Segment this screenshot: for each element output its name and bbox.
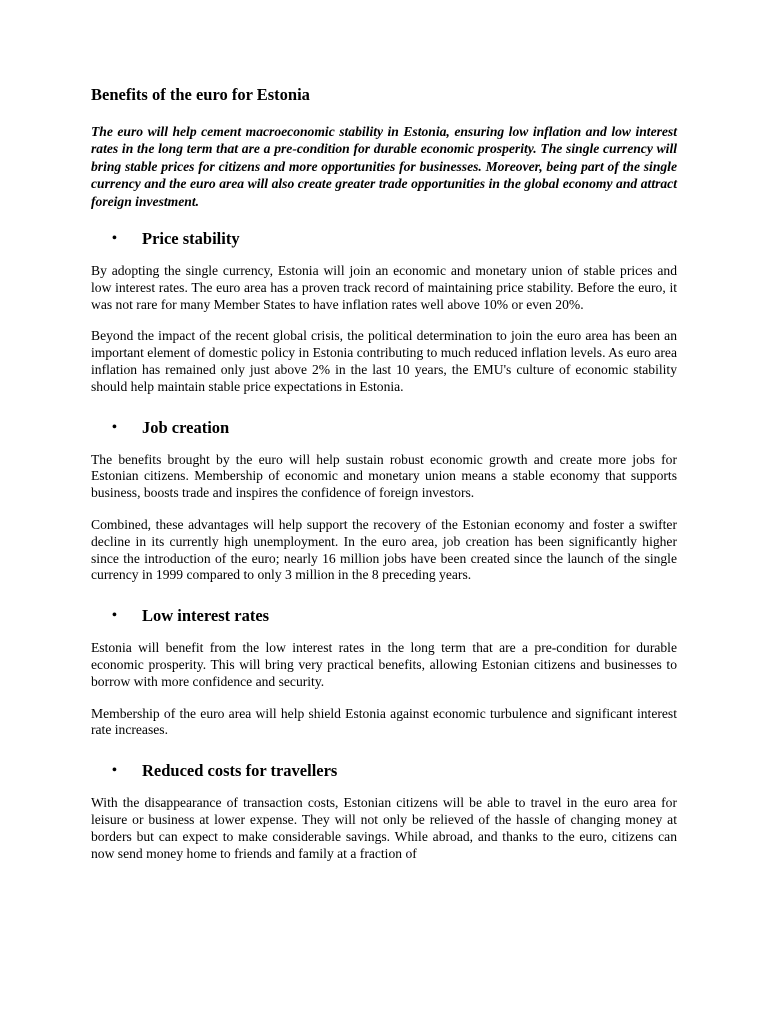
- body-paragraph: Beyond the impact of the recent global crisis, the political determination to join the euro area has been an important element of domestic policy in Estonia contributing to much reduced inflation levels. As euro area inflation has remained only just above 2% in the last 10 years, the EMU's culture of economic stability should help maintain stable price expectations in Estonia.: [91, 328, 677, 394]
- document-title: Benefits of the euro for Estonia: [91, 85, 310, 104]
- section-heading-text: Reduced costs for travellers: [142, 761, 338, 781]
- body-paragraph: With the disappearance of transaction costs, Estonian citizens will be able to travel in the euro area for leisure or business at lower expense. They will not only be relieved of the hassle of changing money at borders but can expect to make considerable savings. While abroad, and thanks to the euro, citizens can now send money home to friends and family at a fraction of: [91, 795, 677, 861]
- bullet-icon: •: [112, 608, 117, 624]
- bullet-icon: •: [112, 419, 117, 435]
- body-paragraph: By adopting the single currency, Estonia will join an economic and monetary union of stable prices and low interest rates. The euro area has a proven track record of maintaining price stability. Before the euro, it was not rare for many Member States to have inflation rates well above 10% or even 20%.: [91, 263, 677, 312]
- section-heading-text: Job creation: [142, 417, 230, 437]
- body-paragraph: Combined, these advantages will help support the recovery of the Estonian economy and foster a swifter decline in its currently high unemployment. In the euro area, job creation has been significantly higher since the introduction of the euro; nearly 16 million jobs have been created since the launch of the single currency in 1999 compared to only 3 million in the 8 preceding years.: [91, 517, 677, 583]
- section-heading: [91, 227, 677, 251]
- body-paragraph: Estonia will benefit from the low interest rates in the long term that are a pre-condition for durable economic prosperity. This will bring very practical benefits, allowing Estonian citizens and businesses to borrow with more confidence and security.: [91, 640, 677, 689]
- section-low-interest-rates: [91, 604, 677, 739]
- section-heading-text: Price stability: [142, 229, 240, 249]
- section-reduced-costs-for-travellers: [91, 759, 677, 862]
- section-heading: [91, 759, 677, 783]
- body-paragraph: The benefits brought by the euro will help sustain robust economic growth and create more jobs for Estonian citizens. Membership of economic and monetary union means a stable economy that supports business, boosts trade and inspires the confidence of foreign investors.: [91, 451, 677, 501]
- section-heading-text: Low interest rates: [142, 606, 270, 626]
- bullet-icon: •: [112, 231, 117, 247]
- section-heading: [91, 604, 677, 628]
- intro-paragraph: The euro will help cement macroeconomic stability in Estonia, ensuring low inflation and low interest rates in the long term that are a pre-condition for durable economic prosperity. The single currency will bring stable prices for citizens and more opportunities for businesses. Moreover, being part of the single currency and the euro area will also create greater trade opportunities in the global economy and attract foreign investment.: [91, 124, 677, 209]
- bullet-icon: •: [112, 763, 117, 779]
- document-content: [91, 84, 677, 877]
- body-paragraph: Membership of the euro area will help shield Estonia against economic turbulence and significant interest rate increases.: [91, 705, 677, 738]
- section-heading: [91, 416, 677, 440]
- section-job-creation: [91, 416, 677, 585]
- section-price-stability: [91, 227, 677, 396]
